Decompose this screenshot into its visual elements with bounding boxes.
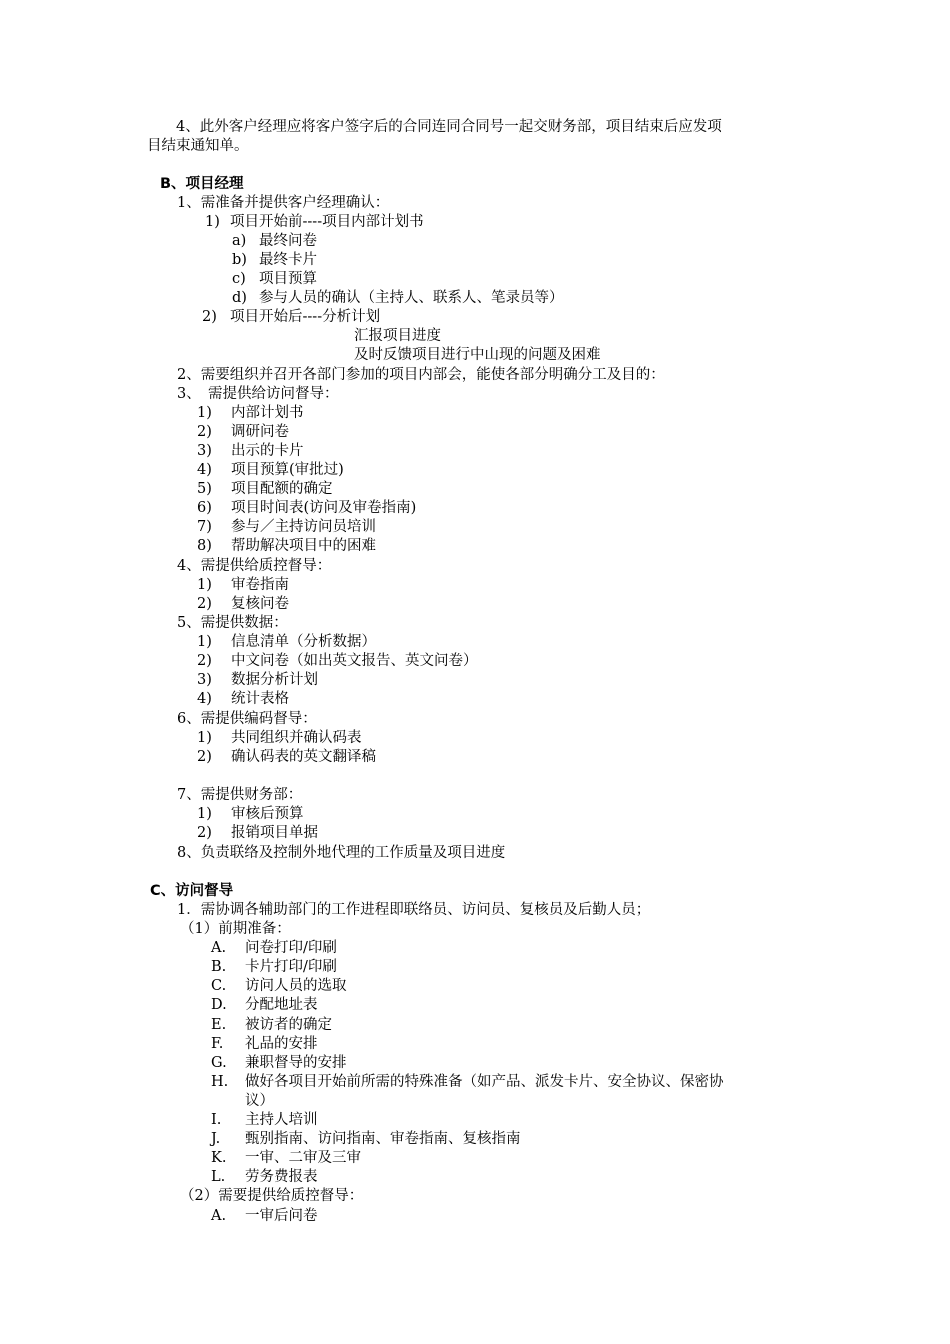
c1-sub-j [211,1130,521,1149]
list-marker: G. [211,1055,227,1071]
list-marker: 2) [197,653,212,669]
list-marker: D. [211,997,227,1013]
list-marker: F. [211,1036,224,1052]
list-text: 访问人员的选取 [245,978,347,994]
section-c-heading: C、访问督导 [150,883,234,899]
c1-sub-i [211,1111,318,1130]
list-text: 项目预算 [259,271,317,287]
b-sub-d [232,289,564,308]
b-item-5: 5、需提供数据： [177,615,288,631]
list-text: 复核问卷 [231,596,289,612]
list-marker: A. [211,940,227,956]
c1-sub-l [211,1168,318,1187]
list-text: 主持人培训 [245,1112,318,1128]
list-text: 礼品的安排 [245,1036,318,1052]
b3-sub-4 [197,461,344,480]
c-part-1: （1）前期准备： [180,921,291,937]
list-marker: b) [232,252,247,268]
list-marker: E. [211,1017,227,1033]
b6-sub-2 [197,748,376,767]
list-text: 帮助解决项目中的困难 [231,538,376,554]
b-item-4: 4、需提供给质控督导： [177,558,332,574]
b-item-1-2-cont-2: 及时反馈项目进行中山现的问题及困难 [354,347,601,363]
list-marker: 5) [197,481,212,497]
list-marker: 6) [197,500,212,516]
c1-sub-e [211,1016,332,1035]
list-text: 问卷打印/印刷 [245,940,337,956]
list-text: 中文问卷（如出英文报告、英文问卷） [231,653,478,669]
list-marker: 1) [205,214,220,230]
c2-sub-a [211,1207,318,1226]
list-text: 做好各项目开始前所需的特殊准备（如产品、派发卡片、安全协议、保密协 [245,1074,724,1090]
list-text: 确认码表的英文翻译稿 [231,749,376,765]
list-marker: L. [211,1169,226,1185]
b7-sub-2 [197,824,318,843]
list-marker: 8) [197,538,212,554]
list-text: 出示的卡片 [231,443,304,459]
list-marker: A. [211,1208,227,1224]
b7-sub-1 [197,805,304,824]
intro-line-2: 目结束通知单。 [147,138,249,154]
list-text: 一审后问卷 [245,1208,318,1224]
list-marker: H. [211,1074,229,1090]
section-b-heading: B、项目经理 [160,176,244,192]
list-marker: 3) [197,443,212,459]
list-text: 被访者的确定 [245,1017,332,1033]
list-marker: 2) [197,825,212,841]
list-text: 项目时间表(访问及审卷指南) [231,500,417,516]
list-text: 报销项目单据 [231,825,318,841]
b6-sub-1 [197,729,362,748]
list-text: 项目预算(审批过) [231,462,344,478]
c1-sub-h-cont: 议） [245,1093,274,1109]
list-marker: J. [211,1131,221,1147]
list-marker: C. [211,978,227,994]
b3-sub-2 [197,423,289,442]
list-marker: 1) [197,405,212,421]
list-marker: 2) [197,749,212,765]
b5-sub-3 [197,671,318,690]
b-item-1-1 [205,213,424,232]
list-marker: I. [211,1112,222,1128]
list-text: 参与／主持访问员培训 [231,519,376,535]
b-item-1: 1、需准备并提供客户经理确认： [177,195,390,211]
list-text: 调研问卷 [231,424,289,440]
b5-sub-4 [197,690,289,709]
list-text: 内部计划书 [231,405,304,421]
c1-sub-b [211,958,337,977]
list-marker: B. [211,959,227,975]
list-text: 数据分析计划 [231,672,318,688]
list-marker: a) [232,233,247,249]
b4-sub-2 [197,595,289,614]
list-marker: c) [232,271,246,287]
b3-sub-7 [197,518,376,537]
list-text: 最终卡片 [259,252,317,268]
list-text: 分配地址表 [245,997,318,1013]
c1-sub-d [211,996,318,1015]
list-marker: 1) [197,730,212,746]
list-text: 项目配额的确定 [231,481,333,497]
b-item-1-2-cont-1: 汇报项目进度 [354,328,441,344]
list-text: 参与人员的确认（主持人、联系人、笔录员等） [259,290,564,306]
list-text: 项目开始后----分析计划 [230,309,381,325]
list-text: 项目开始前----项目内部计划书 [230,214,424,230]
list-text: 统计表格 [231,691,289,707]
list-marker: 1) [197,634,212,650]
c1-sub-a [211,939,337,958]
list-marker: 1) [197,806,212,822]
b-item-8: 8、负责联络及控制外地代理的工作质量及项目进度 [177,845,506,861]
b3-sub-5 [197,480,333,499]
list-text: 审卷指南 [231,577,289,593]
b3-sub-1 [197,404,304,423]
c1-sub-g [211,1054,347,1073]
list-text: 审核后预算 [231,806,304,822]
list-marker: 2) [197,424,212,440]
c1-sub-f [211,1035,318,1054]
b-item-2: 2、需要组织并召开各部门参加的项目内部会，能使各部分明确分工及目的： [177,367,665,383]
list-marker: 4) [197,462,212,478]
list-text: 共同组织并确认码表 [231,730,362,746]
list-marker: K. [211,1150,227,1166]
list-marker: 1) [197,577,212,593]
c1-sub-k [211,1149,361,1168]
list-marker: 3) [197,672,212,688]
b3-sub-8 [197,537,376,556]
b3-sub-3 [197,442,304,461]
list-text: 劳务费报表 [245,1169,318,1185]
b-item-1-2 [202,308,380,327]
list-marker: 2) [197,596,212,612]
b5-sub-1 [197,633,376,652]
list-text: 卡片打印/印刷 [245,959,337,975]
c1-sub-c [211,977,347,996]
b-item-7: 7、需提供财务部： [177,787,303,803]
list-text: 一审、二审及三审 [245,1150,361,1166]
c-part-2: （2）需要提供给质控督导： [180,1188,364,1204]
b4-sub-1 [197,576,289,595]
b5-sub-2 [197,652,478,671]
c1-sub-h [211,1073,724,1092]
list-text: 甄别指南、访问指南、审卷指南、复核指南 [245,1131,521,1147]
b-item-3: 3、 需提供给访问督导： [177,386,339,402]
b3-sub-6 [197,499,416,518]
list-marker: d) [232,290,247,306]
list-text: 最终问卷 [259,233,317,249]
b-item-6: 6、需提供编码督导： [177,711,317,727]
b-sub-a [232,232,317,251]
c-item-1: 1．需协调各辅助部门的工作进程即联络员、访问员、复核员及后勤人员； [177,902,651,918]
intro-line-1: 4、此外客户经理应将客户签字后的合同连同合同号一起交财务部，项目结束后应发项 [176,119,722,135]
b-sub-b [232,251,317,270]
list-text: 兼职督导的安排 [245,1055,347,1071]
list-text: 信息清单（分析数据） [231,634,376,650]
list-marker: 7) [197,519,212,535]
list-marker: 2) [202,309,217,325]
b-sub-c [232,270,317,289]
list-marker: 4) [197,691,212,707]
